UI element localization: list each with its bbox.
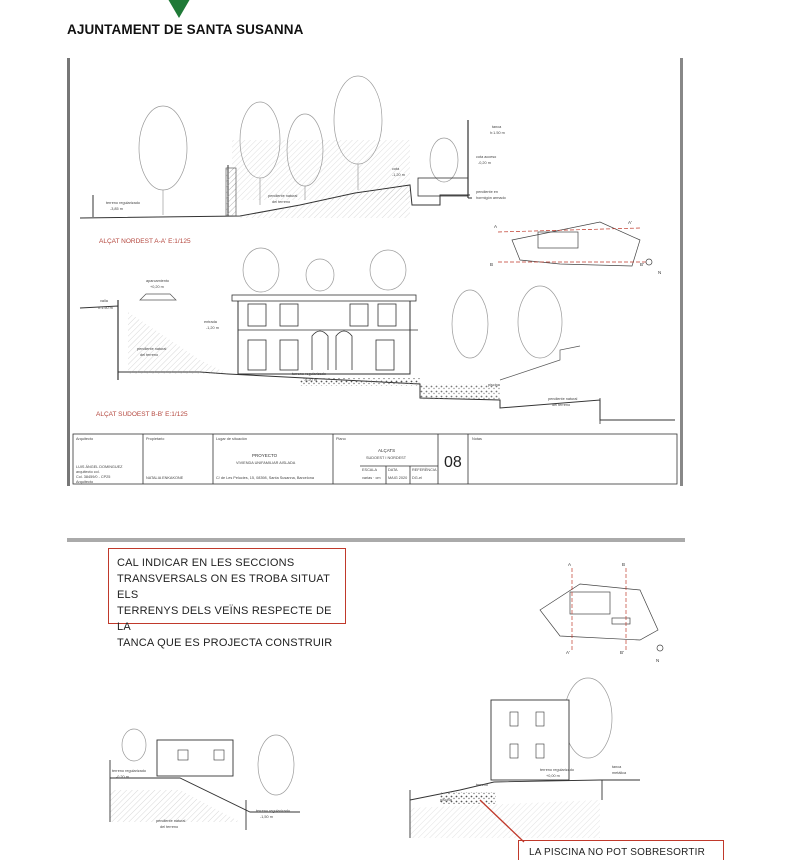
section-right: [410, 678, 640, 842]
svg-text:LUIS ÁNGEL DOMINGUEZ: LUIS ÁNGEL DOMINGUEZ: [76, 465, 123, 469]
svg-text:pendiente natural: pendiente natural: [268, 194, 298, 198]
svg-text:del terreno: del terreno: [552, 403, 571, 407]
svg-text:PROYECTO: PROYECTO: [252, 453, 278, 458]
svg-text:Arquitecto: Arquitecto: [76, 437, 94, 441]
svg-text:cota acceso: cota acceso: [476, 155, 497, 159]
svg-text:B': B': [640, 262, 644, 267]
svg-text:tanca: tanca: [492, 125, 502, 129]
svg-text:del terreno: del terreno: [272, 200, 291, 204]
svg-text:varias · cm: varias · cm: [362, 476, 381, 480]
svg-text:h:1.50 m: h:1.50 m: [490, 131, 505, 135]
svg-text:hormigón armado: hormigón armado: [476, 196, 506, 200]
svg-text:NATALIA ENKAKONE: NATALIA ENKAKONE: [146, 476, 184, 480]
svg-text:A': A': [566, 650, 570, 655]
annotation-note: CAL INDICAR EN LES SECCIONS TRANSVERSALS ON ES TROBA SITUAT ELS TERRENYS DELS VEÏNS RESPECTE DE LA TANCA QUE ES PROJECTA CONSTRUIR: [108, 548, 346, 624]
svg-text:pendiente natural: pendiente natural: [548, 397, 578, 401]
svg-text:-1,50 m: -1,50 m: [260, 815, 273, 819]
svg-text:VIVIENDA UNIFAMILIAR AISLADA: VIVIENDA UNIFAMILIAR AISLADA: [236, 461, 296, 465]
svg-text:valla: valla: [100, 299, 108, 303]
page-divider: [67, 538, 685, 542]
svg-text:SUDOEST I NORDEST: SUDOEST I NORDEST: [366, 456, 407, 460]
svg-text:terreno regularizado: terreno regularizado: [256, 809, 290, 813]
svg-text:terreno regularizado: terreno regularizado: [112, 769, 146, 773]
svg-text:tanca: tanca: [612, 765, 622, 769]
svg-text:B: B: [490, 262, 494, 267]
svg-text:+0,00 m: +0,00 m: [546, 774, 560, 778]
svg-text:pendiente natural: pendiente natural: [137, 347, 167, 351]
svg-text:-1,20 m: -1,20 m: [392, 173, 405, 177]
page-title: AJUNTAMENT DE SANTA SUSANNA: [67, 22, 304, 37]
svg-text:del terreno: del terreno: [160, 825, 179, 829]
keyplan-bottom: [540, 568, 663, 651]
caption-nordest: ALÇAT NORDEST A-A' E:1/125: [99, 238, 191, 245]
svg-text:piscina: piscina: [440, 798, 452, 802]
svg-text:Plano: Plano: [336, 437, 346, 441]
svg-text:ESCALA: ESCALA: [362, 468, 377, 472]
svg-text:B: B: [622, 562, 626, 567]
svg-text:N: N: [656, 658, 660, 663]
svg-text:A: A: [494, 224, 498, 229]
svg-text:terreno: terreno: [476, 783, 489, 787]
svg-text:arquitecto col.: arquitecto col.: [76, 470, 100, 474]
svg-text:-1,20 m: -1,20 m: [206, 326, 219, 330]
svg-text:+0,20 m: +0,20 m: [150, 285, 164, 289]
svg-text:-6,20 m: -6,20 m: [304, 378, 317, 382]
svg-text:Notas: Notas: [472, 437, 482, 441]
svg-text:MAIG 2020: MAIG 2020: [388, 476, 408, 480]
svg-text:-0,20 m: -0,20 m: [478, 161, 491, 165]
svg-text:cota: cota: [392, 167, 400, 171]
svg-text:Arquitecto: Arquitecto: [76, 480, 94, 484]
section-left: [110, 729, 300, 830]
svg-text:C/ de Les Pelucies, 15, 08398,: C/ de Les Pelucies, 15, 08398, Santa Susanna, Barcelona: [216, 476, 314, 480]
svg-text:Col. 38459/0 - CP25: Col. 38459/0 - CP25: [76, 475, 111, 479]
svg-text:metálica: metálica: [612, 771, 627, 775]
svg-text:terreno regularizado: terreno regularizado: [292, 372, 326, 376]
elevation-nordest: [80, 76, 506, 245]
label-terrain-reg: terreno regularizado: [106, 201, 140, 205]
svg-text:pendiente en: pendiente en: [476, 190, 498, 194]
svg-text:piscina: piscina: [488, 383, 500, 387]
keyplan-top: [498, 222, 652, 266]
svg-text:N: N: [658, 270, 662, 275]
svg-text:del terreno: del terreno: [140, 353, 159, 357]
svg-text:A': A': [628, 220, 632, 225]
elevation-sudoest: [80, 248, 675, 424]
svg-text:A: A: [568, 562, 572, 567]
svg-text:Propietario: Propietario: [146, 437, 165, 441]
svg-text:DATA: DATA: [388, 468, 398, 472]
svg-text:DG-el: DG-el: [412, 476, 422, 480]
pool-annotation: LA PISCINA NO POT SOBRESORTIR: [518, 840, 724, 860]
sheet-number: 08: [444, 454, 462, 471]
svg-text:aparcamiento: aparcamiento: [146, 279, 170, 283]
svg-text:B': B': [620, 650, 624, 655]
svg-text:-0,20 m: -0,20 m: [116, 775, 129, 779]
svg-text:REFERÈNCIA: REFERÈNCIA: [412, 468, 437, 472]
svg-text:h:1.50 m: h:1.50 m: [98, 306, 113, 310]
caption-sudoest: ALÇAT SUDOEST B-B' E:1/125: [96, 411, 188, 418]
svg-text:ALÇATS: ALÇATS: [378, 448, 396, 453]
svg-text:Lugar de situación: Lugar de situación: [216, 437, 248, 441]
svg-text:entrada: entrada: [204, 320, 217, 324]
svg-text:pendiente natural: pendiente natural: [156, 819, 186, 823]
svg-text:-3,85 m: -3,85 m: [110, 207, 123, 211]
svg-text:terreno regularizado: terreno regularizado: [540, 768, 574, 772]
